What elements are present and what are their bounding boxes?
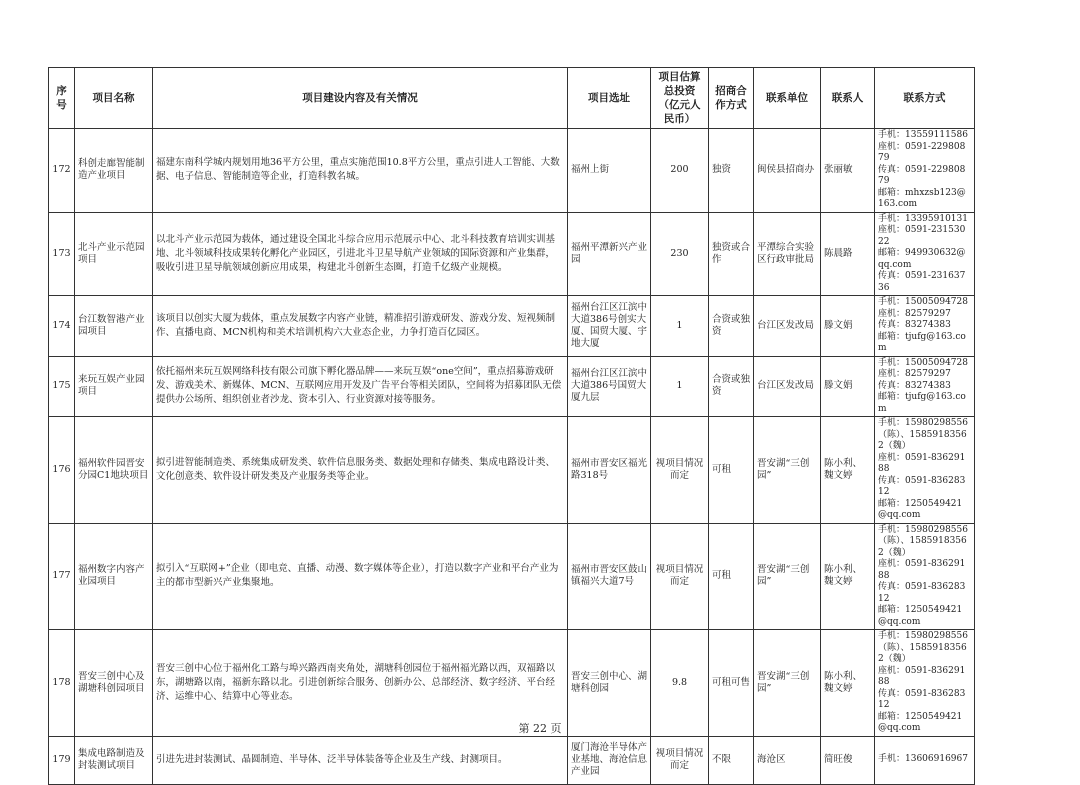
row-person: 张丽敏	[821, 129, 875, 213]
row-name: 福州软件园晋安分园C1地块项目	[75, 417, 153, 524]
row-mode: 合资或独资	[709, 356, 754, 417]
header-contact-person: 联系人	[821, 68, 875, 129]
header-no: 序号	[49, 68, 75, 129]
table-row	[49, 736, 975, 784]
row-amount: 1	[651, 296, 709, 357]
row-amount: 1	[651, 356, 709, 417]
row-no: 175	[49, 356, 75, 417]
project-table	[48, 67, 975, 785]
header-site: 项目选址	[568, 68, 651, 129]
header-content: 项目建设内容及有关情况	[153, 68, 568, 129]
row-name: 北斗产业示范园项目	[75, 212, 153, 296]
row-site: 晋安三创中心、湖塘科创园	[568, 630, 651, 737]
row-contact: 手机：15005094728 座机：82579297 传真：83274383 邮箱：tjufg@163.com	[875, 356, 975, 417]
row-no: 178	[49, 630, 75, 737]
row-no: 177	[49, 523, 75, 630]
header-contact-unit: 联系单位	[754, 68, 821, 129]
row-site: 福州市晋安区福光路318号	[568, 417, 651, 524]
row-site: 福州上街	[568, 129, 651, 213]
row-mode: 可租	[709, 523, 754, 630]
row-person: 陈小利、魏文婷	[821, 523, 875, 630]
row-unit: 晋安湖“三创园”	[754, 523, 821, 630]
row-no: 172	[49, 129, 75, 213]
row-name: 集成电路制造及封装测试项目	[75, 736, 153, 784]
row-contact: 手机：15005094728 座机：82579297 传真：83274383 邮箱：tjufg@163.com	[875, 296, 975, 357]
row-amount: 9.8	[651, 630, 709, 737]
header-investment: 项目估算总投资（亿元人民币）	[651, 68, 709, 129]
row-content: 以北斗产业示范园为载体，通过建设全国北斗综合应用示范展示中心、北斗科技教育培训实训基地、北斗领域科技成果转化孵化产业园区，引进北斗卫星导航产业领域的国际资源和产业集群，吸收引进卫星导航领域创新应用成果，构建北斗创新生态圈，打造千亿级产业规模。	[153, 212, 568, 296]
row-unit: 晋安湖“三创园”	[754, 417, 821, 524]
row-no: 179	[49, 736, 75, 784]
row-amount: 200	[651, 129, 709, 213]
row-contact: 手机：13606916967	[875, 736, 975, 784]
table-header-row	[49, 68, 975, 129]
row-person: 陈晨路	[821, 212, 875, 296]
row-mode: 不限	[709, 736, 754, 784]
row-content: 晋安三创中心位于福州化工路与埠兴路西南夹角处，湖塘科创园位于福州福光路以西，双福路以东，湖塘路以南，福新东路以北。引进创新综合服务、创新办公、总部经济、数字经济、平台经济、运维中心、结算中心等业态。	[153, 630, 568, 737]
row-amount: 视项目情况而定	[651, 523, 709, 630]
row-mode: 合资或独资	[709, 296, 754, 357]
row-unit: 台江区发改局	[754, 356, 821, 417]
header-project-name: 项目名称	[75, 68, 153, 129]
row-content: 引进先进封装测试、晶圆制造、半导体、泛半导体装备等企业及生产线、封测项目。	[153, 736, 568, 784]
row-content: 该项目以创实大厦为载体，重点发展数字内容产业链，精准招引游戏研发、游戏分发、短视频制作、直播电商、MCN机构和美术培训机构六大业态企业，力争打造百亿园区。	[153, 296, 568, 357]
row-person: 滕文娟	[821, 356, 875, 417]
row-site: 福州平潭新兴产业园	[568, 212, 651, 296]
row-name: 台江数智港产业园项目	[75, 296, 153, 357]
row-contact: 手机：13395910131 座机：0591-23153022 邮箱：949930632@qq.com 传真：0591-23163736	[875, 212, 975, 296]
row-unit: 闽侯县招商办	[754, 129, 821, 213]
header-contact-info: 联系方式	[875, 68, 975, 129]
row-contact: 手机：15980298556（陈）、15859183562（魏） 座机：0591-83629188 传真：0591-83628312 邮箱：1250549421@qq.com	[875, 523, 975, 630]
row-contact: 手机：15980298556（陈）、15859183562（魏） 座机：0591-83629188 传真：0591-83628312 邮箱：1250549421@qq.com	[875, 630, 975, 737]
row-contact: 手机：13559111586 座机：0591-22980879 传真：0591-22980879 邮箱：mhxzsb123@163.com	[875, 129, 975, 213]
row-contact: 手机：15980298556（陈）、15859183562（魏） 座机：0591-83629188 传真：0591-83628312 邮箱：1250549421@qq.com	[875, 417, 975, 524]
page-number: 第 22 页	[518, 722, 562, 735]
header-cooperation-mode: 招商合作方式	[709, 68, 754, 129]
row-amount: 视项目情况而定	[651, 736, 709, 784]
row-person: 陈小利、魏文婷	[821, 417, 875, 524]
table-row	[49, 356, 975, 417]
row-mode: 可租可售	[709, 630, 754, 737]
row-no: 174	[49, 296, 75, 357]
row-mode: 可租	[709, 417, 754, 524]
row-person: 滕文娟	[821, 296, 875, 357]
row-content: 拟引进智能制造类、系统集成研发类、软件信息服务类、数据处理和存储类、集成电路设计类、文化创意类、软件设计研发类及产业服务类等企业。	[153, 417, 568, 524]
row-site: 福州市晋安区鼓山镇福兴大道7号	[568, 523, 651, 630]
row-content: 拟引入“互联网+”企业（即电竞、直播、动漫、数字媒体等企业），打造以数字产业和平台产业为主的都市型新兴产业集聚地。	[153, 523, 568, 630]
row-person: 简旺俊	[821, 736, 875, 784]
row-amount: 230	[651, 212, 709, 296]
table-row	[49, 296, 975, 357]
table-row	[49, 523, 975, 630]
row-site: 厦门海沧半导体产业基地、海沧信息产业园	[568, 736, 651, 784]
table-row	[49, 212, 975, 296]
row-mode: 独资或合作	[709, 212, 754, 296]
table-row	[49, 417, 975, 524]
row-amount: 视项目情况而定	[651, 417, 709, 524]
row-mode: 独资	[709, 129, 754, 213]
row-no: 176	[49, 417, 75, 524]
row-person: 陈小利、魏文婷	[821, 630, 875, 737]
row-unit: 海沧区	[754, 736, 821, 784]
row-name: 晋安三创中心及湖塘科创园项目	[75, 630, 153, 737]
row-content: 福建东南科学城内规划用地36平方公里，重点实施范围10.8平方公里，重点引进人工智能、大数据、电子信息、智能制造等企业，打造科教名城。	[153, 129, 568, 213]
row-name: 福州数字内容产业园项目	[75, 523, 153, 630]
row-unit: 平潭综合实验区行政审批局	[754, 212, 821, 296]
row-content: 依托福州来玩互娱网络科技有限公司旗下孵化器品牌——来玩互娱“one空间”，重点招募游戏研发、游戏美术、新媒体、MCN、互联网应用开发及广告平台等相关团队，空间将为招募团队无偿提供办公场所、组织创业者沙龙、资本引入、行业资源对接等服务。	[153, 356, 568, 417]
row-name: 科创走廊智能制造产业项目	[75, 129, 153, 213]
row-site: 福州台江区江滨中大道386号创实大厦、国贸大厦、宇地大厦	[568, 296, 651, 357]
row-name: 来玩互娱产业园项目	[75, 356, 153, 417]
row-site: 福州台江区江滨中大道386号国贸大厦九层	[568, 356, 651, 417]
row-unit: 台江区发改局	[754, 296, 821, 357]
table-row	[49, 129, 975, 213]
row-unit: 晋安湖“三创园”	[754, 630, 821, 737]
row-no: 173	[49, 212, 75, 296]
